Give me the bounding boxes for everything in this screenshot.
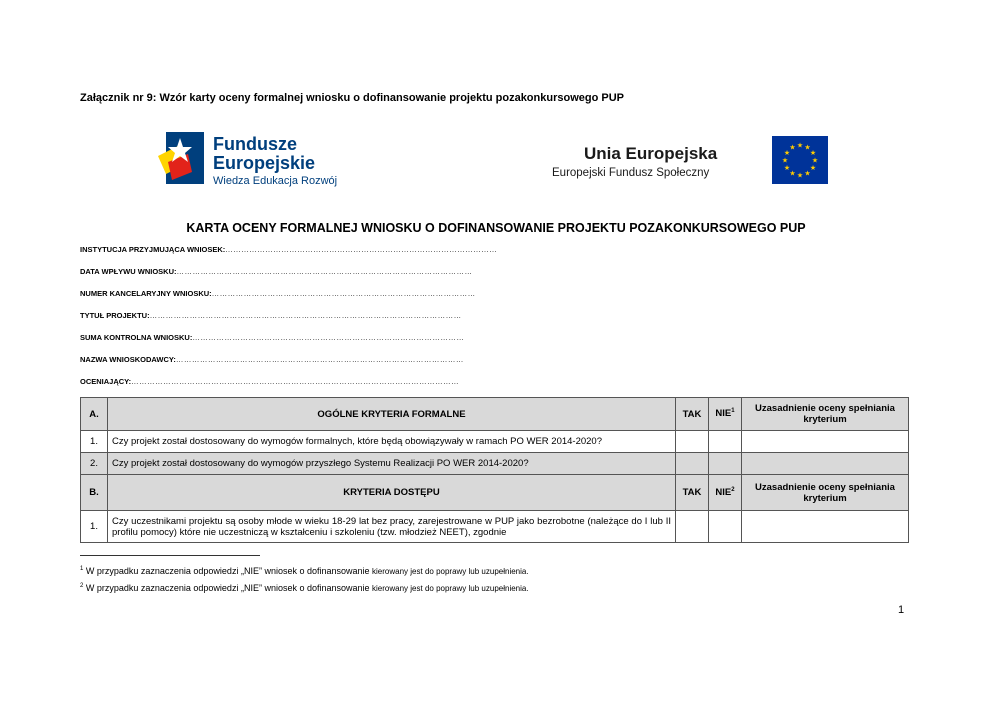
eu-subtitle: Europejski Fundusz Społeczny: [552, 167, 710, 179]
section-b-nie: NIE$^2$: [709, 475, 742, 511]
justification-cell[interactable]: [742, 453, 909, 475]
fundusze-europejskie-logo: [158, 128, 368, 190]
justification-cell[interactable]: [742, 431, 909, 453]
eu-star-icon: ★: [796, 142, 804, 150]
section-a-letter: A.: [81, 398, 108, 431]
fe-star-icon: [158, 128, 206, 188]
tak-cell[interactable]: [676, 511, 709, 543]
fe-title-line2: Europejskie: [213, 153, 316, 173]
eu-title: Unia Europejska: [584, 144, 718, 163]
tak-cell[interactable]: [676, 431, 709, 453]
eu-star-icon: ★: [811, 157, 819, 165]
section-b-title: KRYTERIA DOSTĘPU: [108, 475, 676, 511]
section-a-title: OGÓLNE KRYTERIA FORMALNE: [108, 398, 676, 431]
row-number: 2.: [81, 453, 108, 475]
eu-star-icon: ★: [789, 144, 796, 152]
criteria-table: [80, 397, 909, 543]
section-b-letter: B.: [81, 475, 108, 511]
page-number: 1: [898, 604, 905, 616]
document-title: KARTA OCENY FORMALNEJ WNIOSKU O DOFINANSOWANIE PROJEKTU POZAKONKURSOWEGO PUP: [186, 221, 806, 235]
footnote-divider: [80, 555, 260, 556]
row-number: 1.: [81, 431, 108, 453]
row-criterion: Czy projekt został dostosowany do wymogów przyszłego Systemu Realizacji PO WER 2014-2020?: [108, 453, 676, 475]
row-number: 1.: [81, 511, 108, 543]
nie-cell[interactable]: [709, 431, 742, 453]
eu-star-icon: ★: [804, 144, 811, 152]
nie-cell[interactable]: [709, 453, 742, 475]
section-a-header: [81, 398, 909, 431]
section-b-justification: Uzasadnienie oceny spełniania kryterium: [742, 475, 909, 511]
section-a-justification: Uzasadnienie oceny spełniania kryterium: [742, 398, 909, 431]
fe-title-line1: Fundusze: [213, 134, 297, 154]
section-b-tak: TAK: [676, 475, 709, 511]
field-instytucja: INSTYTUCJA PRZYJMUJĄCA WNIOSEK:…………………………………………………………………………………………: [80, 245, 498, 254]
eu-star-icon: ★: [796, 172, 804, 180]
unia-europejska-logo: [548, 136, 828, 188]
eu-star-icon: ★: [809, 165, 817, 172]
field-suma-kontrolna: SUMA KONTROLNA WNIOSKU:…………………………………………………………………………………………: [80, 333, 465, 342]
field-data-wplywu: DATA WPŁYWU WNIOSKU:…………………………………………………………………………………………………: [80, 267, 473, 276]
eu-star-icon: ★: [804, 170, 811, 178]
eu-flag-icon: [772, 136, 828, 184]
eu-star-icon: ★: [789, 170, 796, 178]
field-nazwa-wnioskodawcy: NAZWA WNIOSKODAWCY:………………………………………………………………………………………………: [80, 355, 464, 364]
eu-star-icon: ★: [809, 150, 817, 157]
tak-cell[interactable]: [676, 453, 709, 475]
field-numer-kancelaryjny: NUMER KANCELARYJNY WNIOSKU:………………………………………………………………………………………: [80, 289, 476, 298]
section-a-nie: NIE$^1$: [709, 398, 742, 431]
nie-cell[interactable]: [709, 511, 742, 543]
row-criterion: Czy projekt został dostosowany do wymogów formalnych, które będą obowiązywały w ramach PO WER 2014-2020?: [108, 431, 676, 453]
eu-star-icon: ★: [783, 165, 791, 172]
section-a-tak: TAK: [676, 398, 709, 431]
table-row: [81, 511, 909, 543]
eu-star-icon: ★: [783, 150, 791, 157]
field-tytul-projektu: TYTUŁ PROJEKTU:………………………………………………………………………………………………………: [80, 311, 462, 320]
annex-header: Załącznik nr 9: Wzór karty oceny formalnej wniosku o dofinansowanie projektu pozakonkursowego PUP: [80, 92, 624, 104]
field-oceniajacy: OCENIAJĄCY:……………………………………………………………………………………………………………: [80, 377, 460, 386]
footnote-2: $^2$ W przypadku zaznaczenia odpowiedzi „NIE” wniosek o dofinansowanie kierowany jest do poprawy lub uzupełnienia.: [80, 583, 529, 593]
justification-cell[interactable]: [742, 511, 909, 543]
row-criterion: Czy uczestnikami projektu są osoby młode w wieku 18-29 lat bez pracy, zarejestrowane w PUP jako bezrobotne (należące do I lub II profilu pomocy) które nie uczestniczą w kształceniu i szkoleniu (tzw. młodzież NEET), zgodnie: [108, 511, 676, 543]
eu-star-icon: ★: [781, 157, 789, 165]
footnote-1: $^1$ W przypadku zaznaczenia odpowiedzi „NIE” wniosek o dofinansowanie kierowany jest do poprawy lub uzupełnienia.: [80, 566, 529, 576]
section-b-header: [81, 475, 909, 511]
fe-tagline: Wiedza Edukacja Rozwój: [213, 175, 338, 187]
table-row: [81, 431, 909, 453]
table-row: [81, 453, 909, 475]
